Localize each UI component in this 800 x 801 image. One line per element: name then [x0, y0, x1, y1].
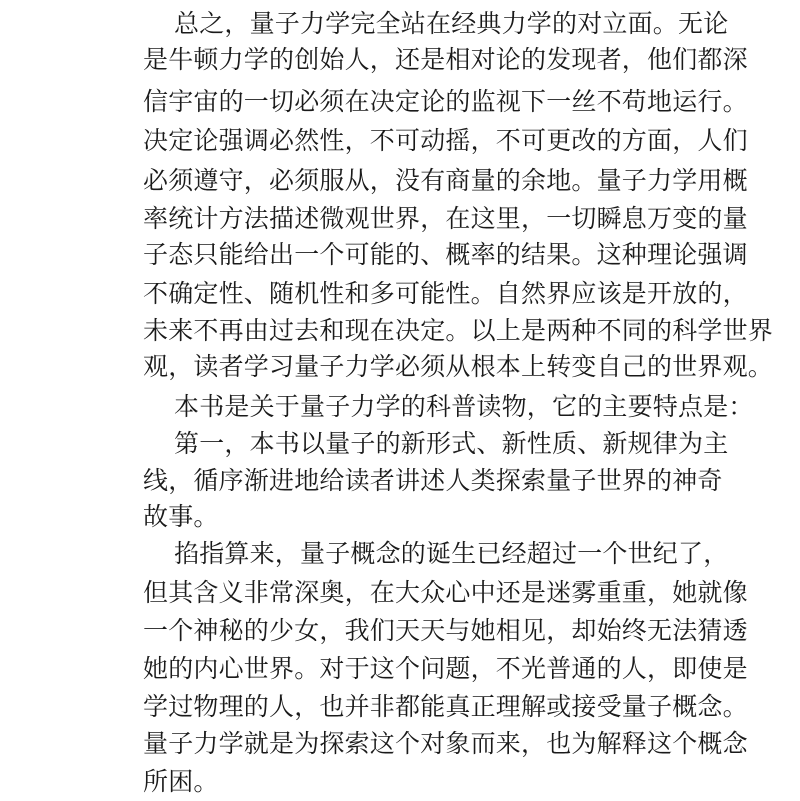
paragraph-line: 掐指算来，量子概念的诞生已经超过一个世纪了，: [174, 539, 729, 568]
paragraph-line: 学过物理的人，也并非都能真正理解或接受量子概念。: [143, 692, 748, 721]
paragraph-line: 量子力学就是为探索这个对象而来，也为解释这个概念: [143, 729, 748, 758]
paragraph-line: 本书是关于量子力学的科普读物，它的主要特点是：: [174, 392, 754, 421]
paragraph-line: 第一，本书以量子的新形式、新性质、新规律为主: [174, 429, 729, 458]
paragraph-line: 信宇宙的一切必须在决定论的监视下一丝不苟地运行。: [143, 87, 748, 116]
paragraph-line: 未来不再由过去和现在决定。以上是两种不同的科学世界: [143, 316, 774, 345]
paragraph-line: 所困。: [143, 767, 219, 796]
paragraph-line: 子态只能给出一个可能的、概率的结果。这种理论强调: [143, 240, 748, 269]
paragraph-line: 决定论强调必然性，不可动摇，不可更改的方面，人们: [143, 126, 748, 155]
paragraph-line: 但其含义非常深奥，在大众心中还是迷雾重重，她就像: [143, 578, 748, 607]
paragraph-line: 线，循序渐进地给读者讲述人类探索量子世界的神奇: [143, 466, 723, 495]
paragraph-line: 必须遵守，必须服从，没有商量的余地。量子力学用概: [143, 166, 748, 195]
paragraph-line: 故事。: [143, 502, 219, 531]
paragraph-line: 总之，量子力学完全站在经典力学的对立面。无论: [174, 9, 729, 38]
paragraph-line: 她的内心世界。对于这个问题，不光普通的人，即使是: [143, 654, 748, 683]
paragraph-line: 是牛顿力学的创始人，还是相对论的发现者，他们都深: [143, 45, 748, 74]
paragraph-line: 不确定性、随机性和多可能性。自然界应该是开放的，: [143, 279, 748, 308]
paragraph-line: 观，读者学习量子力学必须从根本上转变自己的世界观。: [143, 352, 774, 381]
paragraph-line: 率统计方法描述微观世界，在这里，一切瞬息万变的量: [143, 204, 748, 233]
paragraph-line: 一个神秘的少女，我们天天与她相见，却始终无法猜透: [143, 616, 748, 645]
